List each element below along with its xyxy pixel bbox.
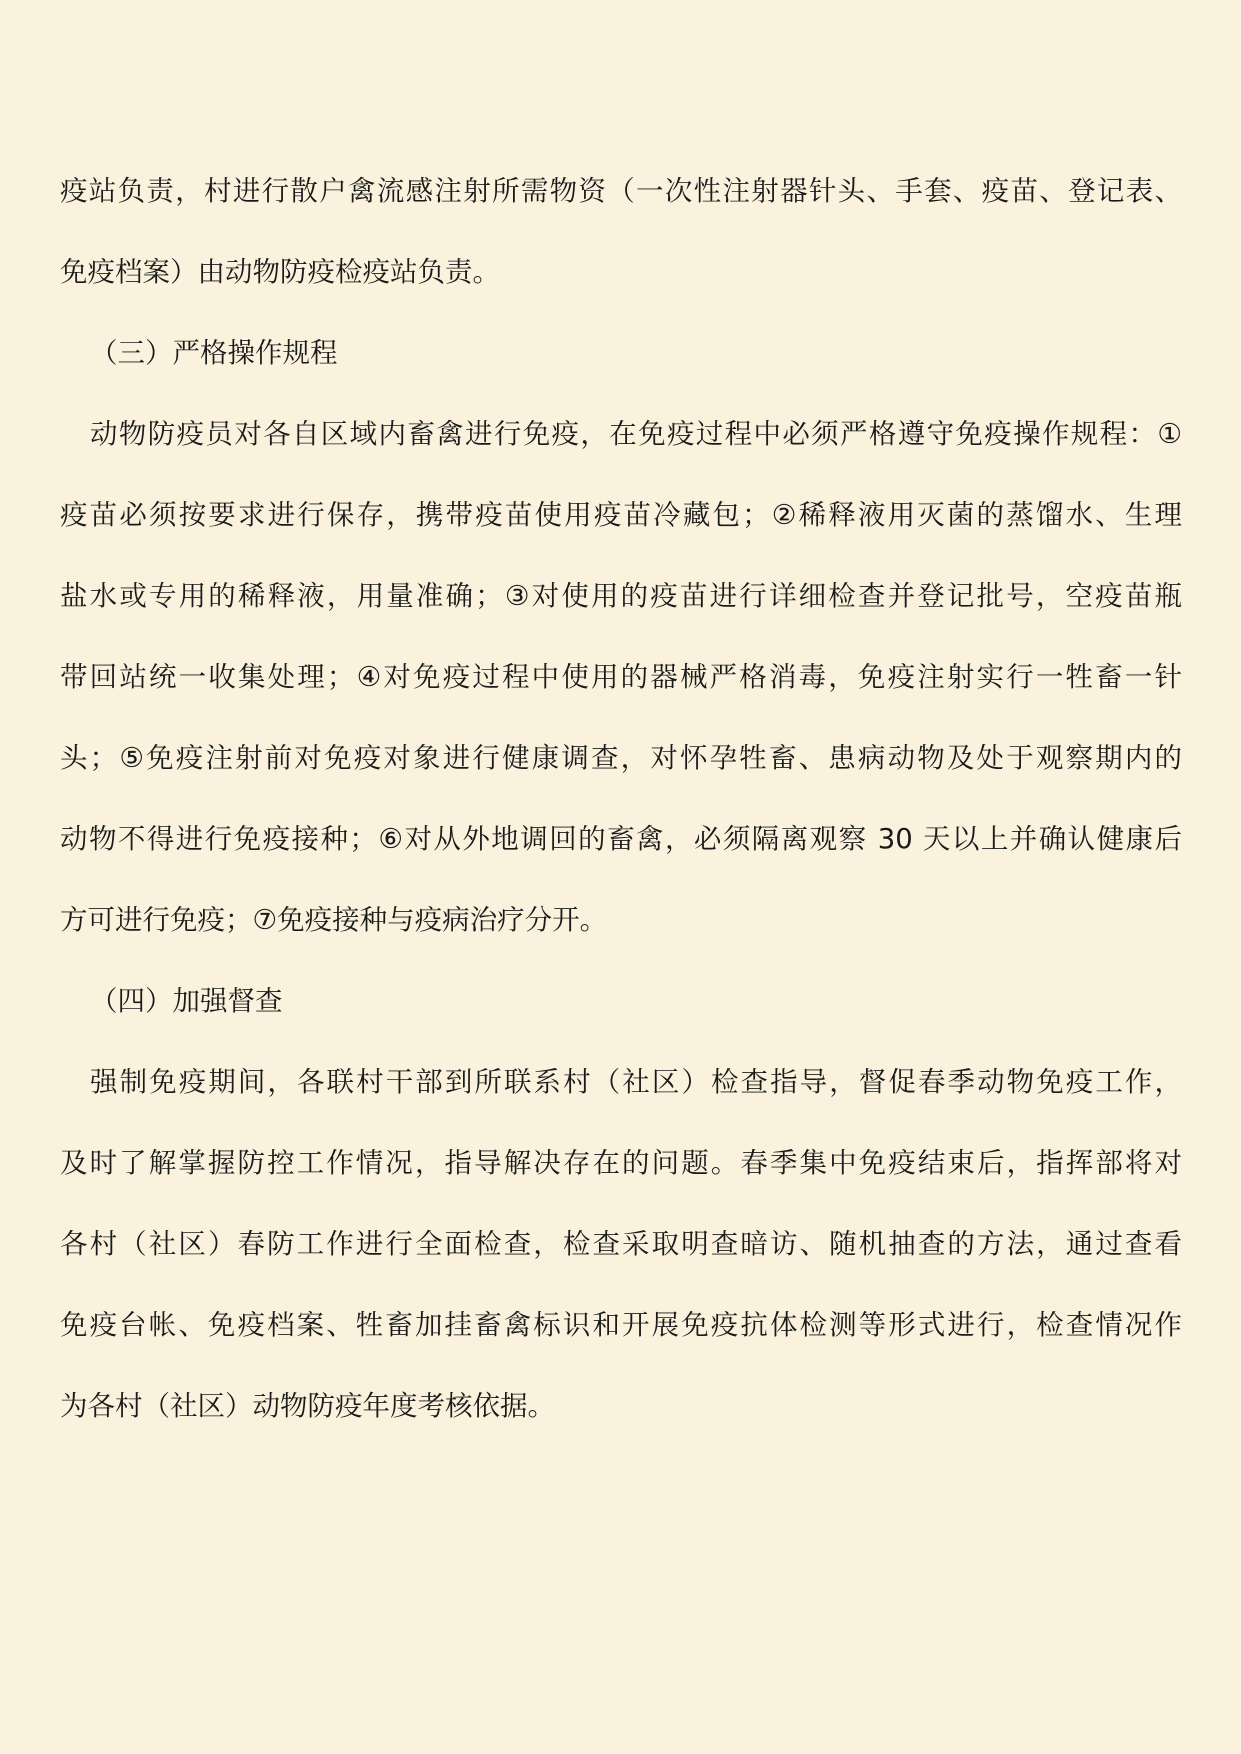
paragraph-line: 动物不得进行免疫接种；⑥对从外地调回的畜禽，必须隔离观察 30 天以上并确认健康后 — [60, 823, 1182, 855]
paragraph-line: 各村（社区）春防工作进行全面检查，检查采取明查暗访、随机抽查的方法，通过查看 — [60, 1228, 1182, 1260]
paragraph-line: 为各村（社区）动物防疫年度考核依据。 — [60, 1390, 555, 1422]
paragraph-line: 免疫台帐、免疫档案、牲畜加挂畜禽标识和开展免疫抗体检测等形式进行，检查情况作 — [60, 1309, 1182, 1341]
paragraph-line: 带回站统一收集处理；④对免疫过程中使用的器械严格消毒，免疫注射实行一牲畜一针 — [60, 661, 1182, 693]
paragraph-line: 疫苗必须按要求进行保存，携带疫苗使用疫苗冷藏包；②稀释液用灭菌的蒸馏水、生理 — [60, 499, 1182, 531]
section-heading: （三）严格操作规程 — [90, 337, 338, 369]
paragraph-line: 盐水或专用的稀释液，用量准确；③对使用的疫苗进行详细检查并登记批号，空疫苗瓶 — [60, 580, 1182, 612]
paragraph-line: 头；⑤免疫注射前对免疫对象进行健康调查，对怀孕牲畜、患病动物及处于观察期内的 — [60, 742, 1182, 774]
paragraph-line: 疫站负责，村进行散户禽流感注射所需物资（一次性注射器针头、手套、疫苗、登记表、 — [60, 175, 1182, 207]
section-heading: （四）加强督查 — [90, 985, 283, 1017]
paragraph-line: 强制免疫期间，各联村干部到所联系村（社区）检查指导，督促春季动物免疫工作， — [90, 1066, 1182, 1098]
paragraph-line: 及时了解掌握防控工作情况，指导解决存在的问题。春季集中免疫结束后，指挥部将对 — [60, 1147, 1182, 1179]
paragraph-line: 方可进行免疫；⑦免疫接种与疫病治疗分开。 — [60, 904, 608, 936]
paragraph-line: 动物防疫员对各自区域内畜禽进行免疫，在免疫过程中必须严格遵守免疫操作规程：① — [90, 418, 1182, 450]
paragraph-line: 免疫档案）由动物防疫检疫站负责。 — [60, 256, 500, 288]
